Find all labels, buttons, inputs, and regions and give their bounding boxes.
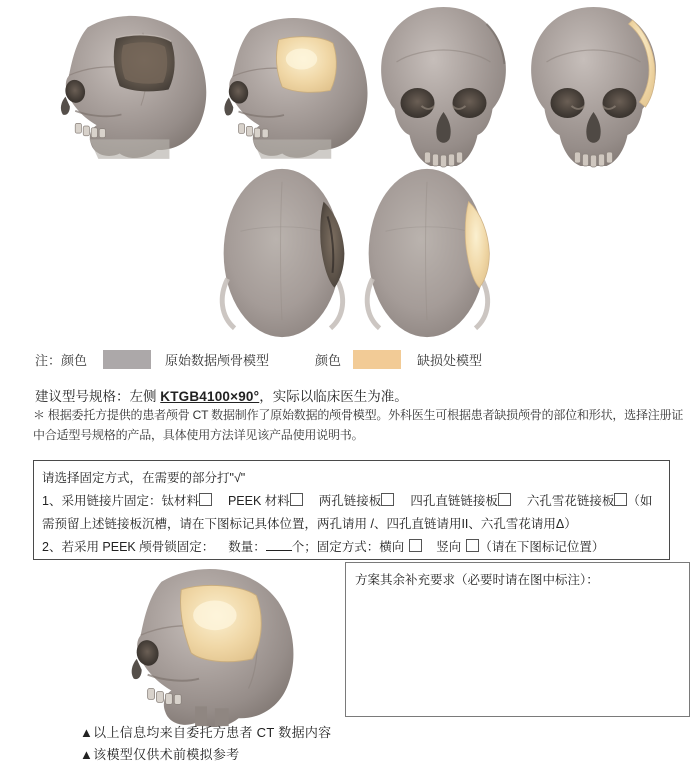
skull-lateral-implant-large-image <box>58 558 348 736</box>
original-color-swatch <box>103 350 151 369</box>
checkbox-peek[interactable] <box>290 493 303 506</box>
option-peek-label: PEEK 材料 <box>227 494 290 508</box>
quantity-unit: 个； <box>291 540 317 554</box>
model-code: KTGB4100×90° <box>160 389 260 404</box>
vertical-label: 竖向 <box>436 540 462 554</box>
option-four-hole-plate-label: 四孔直链链接板 <box>410 494 498 508</box>
remarks-box-title: 方案其余补充要求（必要时请在图中标注）： <box>355 573 599 587</box>
quantity-label: 数量： <box>228 540 266 554</box>
skull-frontal-image <box>366 2 521 174</box>
skull-frontal-implant-image <box>516 2 671 174</box>
checkbox-four-hole-plate[interactable] <box>498 493 511 506</box>
checkbox-six-hole-plate[interactable] <box>614 493 627 506</box>
option-six-hole-plate-label: 六孔雪花链接板 <box>526 494 615 508</box>
footer-note-ct-source: ▲以上信息均来自委托方患者 CT 数据内容 <box>80 725 332 740</box>
skull-lateral-defect-image <box>30 6 220 166</box>
checkbox-titanium[interactable] <box>199 493 212 506</box>
quantity-blank-field[interactable] <box>266 538 292 551</box>
legend-color-label: 颜色 <box>315 353 342 368</box>
option-titanium-label: 钛材料 <box>161 494 199 508</box>
fixation-box-title: 请选择固定方式，在需要的部分打"√" <box>42 471 246 485</box>
skull-lateral-implant-image <box>200 8 375 166</box>
defect-model-label: 缺损处模型 <box>417 353 483 368</box>
original-model-label: 原始数据颅骨模型 <box>165 353 270 368</box>
checkbox-horizontal[interactable] <box>409 539 422 552</box>
skull-top-implant-image <box>355 162 505 350</box>
fixation-item-1 <box>42 490 661 536</box>
model-spec-line <box>35 385 408 405</box>
item2-suffix: （请在下图标记位置） <box>479 540 605 554</box>
skull-top-defect-image <box>210 162 360 350</box>
remarks-box[interactable] <box>345 562 690 717</box>
item1-note: （如需预留上述链接板沉槽，请在下图标记具体位置，两孔请用 /、四孔直链请用II、六孔雪花请用Δ） <box>42 494 653 531</box>
fixation-item-2 <box>42 536 661 559</box>
item2-prefix: 2、若采用 PEEK 颅骨锁固定： <box>42 540 215 554</box>
checkbox-vertical[interactable] <box>466 539 479 552</box>
ct-data-note: ＊ 根据委托方提供的患者颅骨 CT 数据制作了原始数据的颅骨模型。外科医生可根据患者缺损颅骨的部位和形状，选择注册证中合适型号规格的产品，具体使用方法详见该产品使用说明书。 <box>33 408 684 442</box>
defect-color-swatch <box>353 350 401 369</box>
legend-note-label: 注：颜色 <box>35 353 88 368</box>
color-legend <box>35 350 482 369</box>
spec-prefix: 建议型号规格：左侧 <box>35 389 161 404</box>
fixation-mode-label: 固定方式：横向 <box>316 540 405 554</box>
fixation-options-box <box>33 460 670 560</box>
spec-suffix: ，实际以临床医生为准。 <box>259 389 408 404</box>
item1-label: 1、采用链接片固定： <box>42 494 162 508</box>
checkbox-two-hole-plate[interactable] <box>381 493 394 506</box>
option-two-hole-plate-label: 两孔链接板 <box>318 494 382 508</box>
footer-note-simulation: ▲该模型仅供术前模拟参考 <box>80 747 240 762</box>
